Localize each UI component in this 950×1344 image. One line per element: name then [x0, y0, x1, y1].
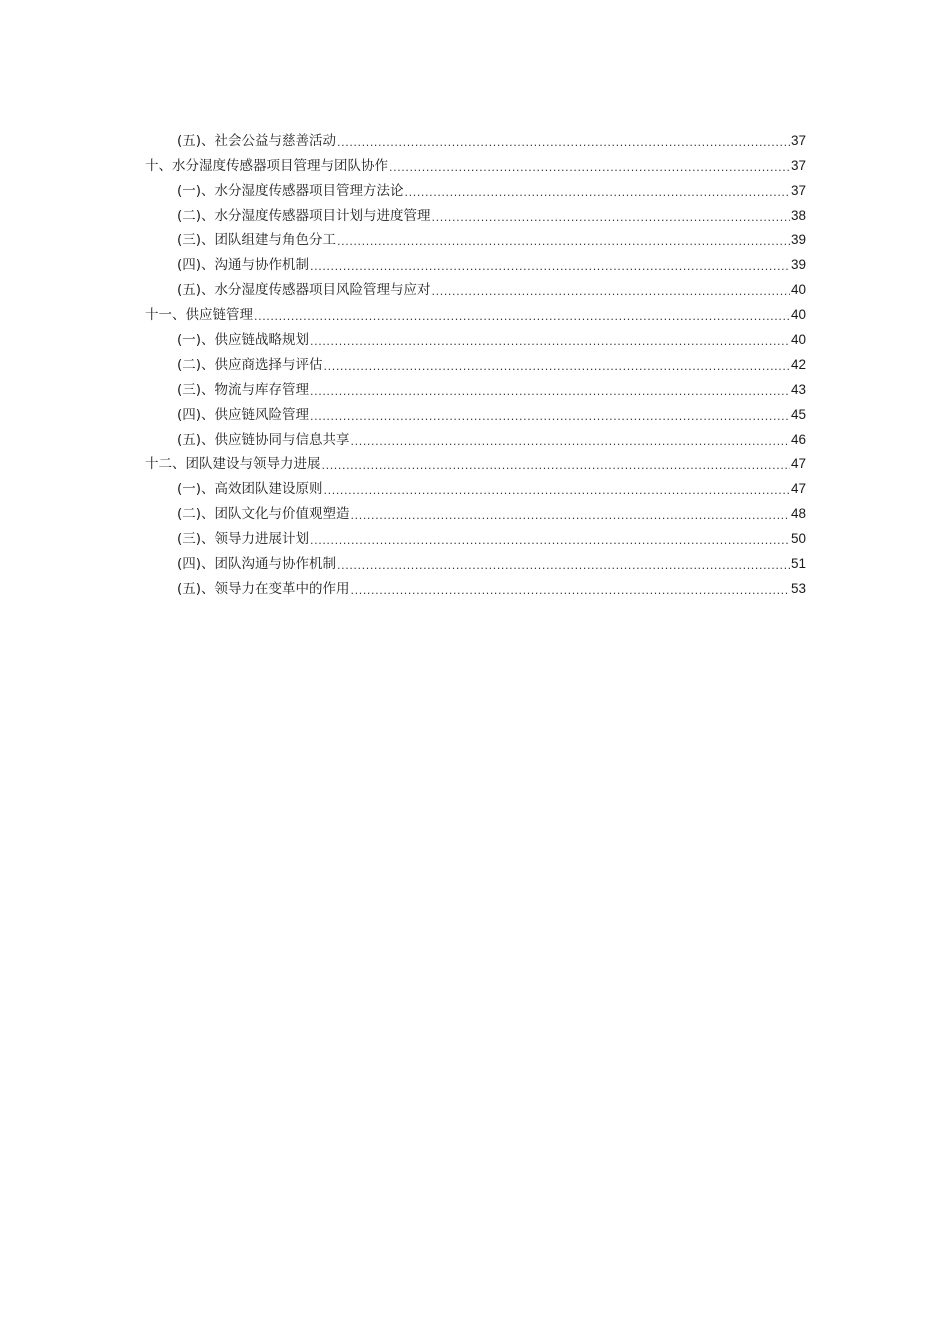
toc-entry[interactable]: [145, 275, 806, 300]
toc-entry-page: 40: [790, 307, 806, 323]
toc-entry-page: 46: [790, 431, 806, 447]
toc-leader-dots: [337, 230, 790, 250]
toc-entry-title: (五)、社会公益与慈善活动: [177, 132, 337, 149]
toc-entry[interactable]: [145, 400, 806, 425]
toc-entry[interactable]: [145, 201, 806, 226]
toc-entry-title: (一)、水分湿度传感器项目管理方法论: [177, 182, 404, 199]
toc-entry-title: (二)、团队文化与价值观塑造: [177, 506, 350, 523]
toc-entry[interactable]: [145, 226, 806, 251]
toc-entry-page: 53: [790, 580, 806, 596]
toc-entry-page: 45: [790, 406, 806, 422]
toc-entry-page: 48: [790, 506, 806, 522]
toc-entry-page: 37: [790, 157, 806, 173]
toc-entry-title: 十、水分湿度传感器项目管理与团队协作: [145, 157, 388, 174]
toc-leader-dots: [324, 355, 790, 375]
toc-leader-dots: [351, 504, 790, 524]
toc-entry[interactable]: [145, 126, 806, 151]
toc-leader-dots: [351, 430, 790, 450]
toc-entry-page: 39: [790, 232, 806, 248]
toc-leader-dots: [254, 305, 790, 325]
toc-entry-title: (四)、团队沟通与协作机制: [177, 556, 337, 573]
toc-entry-title: (二)、供应商选择与评估: [177, 356, 323, 373]
toc-entry-page: 39: [790, 257, 806, 273]
toc-entry-title: (一)、高效团队建设原则: [177, 481, 323, 498]
toc-entry-page: 51: [790, 556, 806, 572]
toc-entry[interactable]: [145, 549, 806, 574]
toc-entry-page: 50: [790, 531, 806, 547]
toc-entry-title: (三)、物流与库存管理: [177, 381, 310, 398]
toc-leader-dots: [432, 280, 790, 300]
toc-entry[interactable]: [145, 176, 806, 201]
toc-entry[interactable]: [145, 425, 806, 450]
toc-entry[interactable]: [145, 325, 806, 350]
toc-entry-page: 38: [790, 207, 806, 223]
toc-entry-title: (二)、水分湿度传感器项目计划与进度管理: [177, 207, 431, 224]
toc-entry-title: (一)、供应链战略规划: [177, 332, 310, 349]
toc-leader-dots: [324, 479, 790, 499]
toc-leader-dots: [389, 156, 790, 176]
toc-entry[interactable]: [145, 250, 806, 275]
toc-leader-dots: [337, 554, 790, 574]
toc-leader-dots: [310, 529, 790, 549]
toc-entry-title: 十二、团队建设与领导力进展: [145, 456, 321, 473]
toc-leader-dots: [310, 255, 790, 275]
table-of-contents: [145, 126, 806, 599]
toc-entry[interactable]: [145, 474, 806, 499]
toc-entry[interactable]: [145, 151, 806, 176]
toc-leader-dots: [337, 131, 790, 151]
toc-entry[interactable]: [145, 450, 806, 475]
toc-entry-title: (四)、沟通与协作机制: [177, 257, 310, 274]
toc-entry-title: (四)、供应链风险管理: [177, 406, 310, 423]
toc-entry-page: 43: [790, 381, 806, 397]
toc-entry-title: (五)、水分湿度传感器项目风险管理与应对: [177, 282, 431, 299]
toc-entry-page: 37: [790, 182, 806, 198]
toc-entry[interactable]: [145, 524, 806, 549]
toc-entry-page: 37: [790, 132, 806, 148]
toc-entry-title: (五)、领导力在变革中的作用: [177, 580, 350, 597]
toc-leader-dots: [432, 206, 790, 226]
toc-entry-title: 十一、供应链管理: [145, 307, 253, 324]
toc-entry-page: 40: [790, 282, 806, 298]
toc-entry[interactable]: [145, 574, 806, 599]
toc-entry-title: (三)、领导力进展计划: [177, 531, 310, 548]
toc-entry[interactable]: [145, 350, 806, 375]
toc-entry-page: 42: [790, 356, 806, 372]
toc-entry[interactable]: [145, 300, 806, 325]
toc-entry-page: 47: [790, 456, 806, 472]
toc-leader-dots: [310, 330, 790, 350]
toc-leader-dots: [310, 380, 790, 400]
toc-leader-dots: [351, 579, 790, 599]
toc-leader-dots: [405, 181, 790, 201]
toc-entry-title: (五)、供应链协同与信息共享: [177, 431, 350, 448]
toc-entry[interactable]: [145, 375, 806, 400]
toc-entry-page: 47: [790, 481, 806, 497]
toc-entry-title: (三)、团队组建与角色分工: [177, 232, 337, 249]
toc-leader-dots: [322, 454, 790, 474]
toc-leader-dots: [310, 405, 790, 425]
toc-entry-page: 40: [790, 332, 806, 348]
toc-entry[interactable]: [145, 499, 806, 524]
